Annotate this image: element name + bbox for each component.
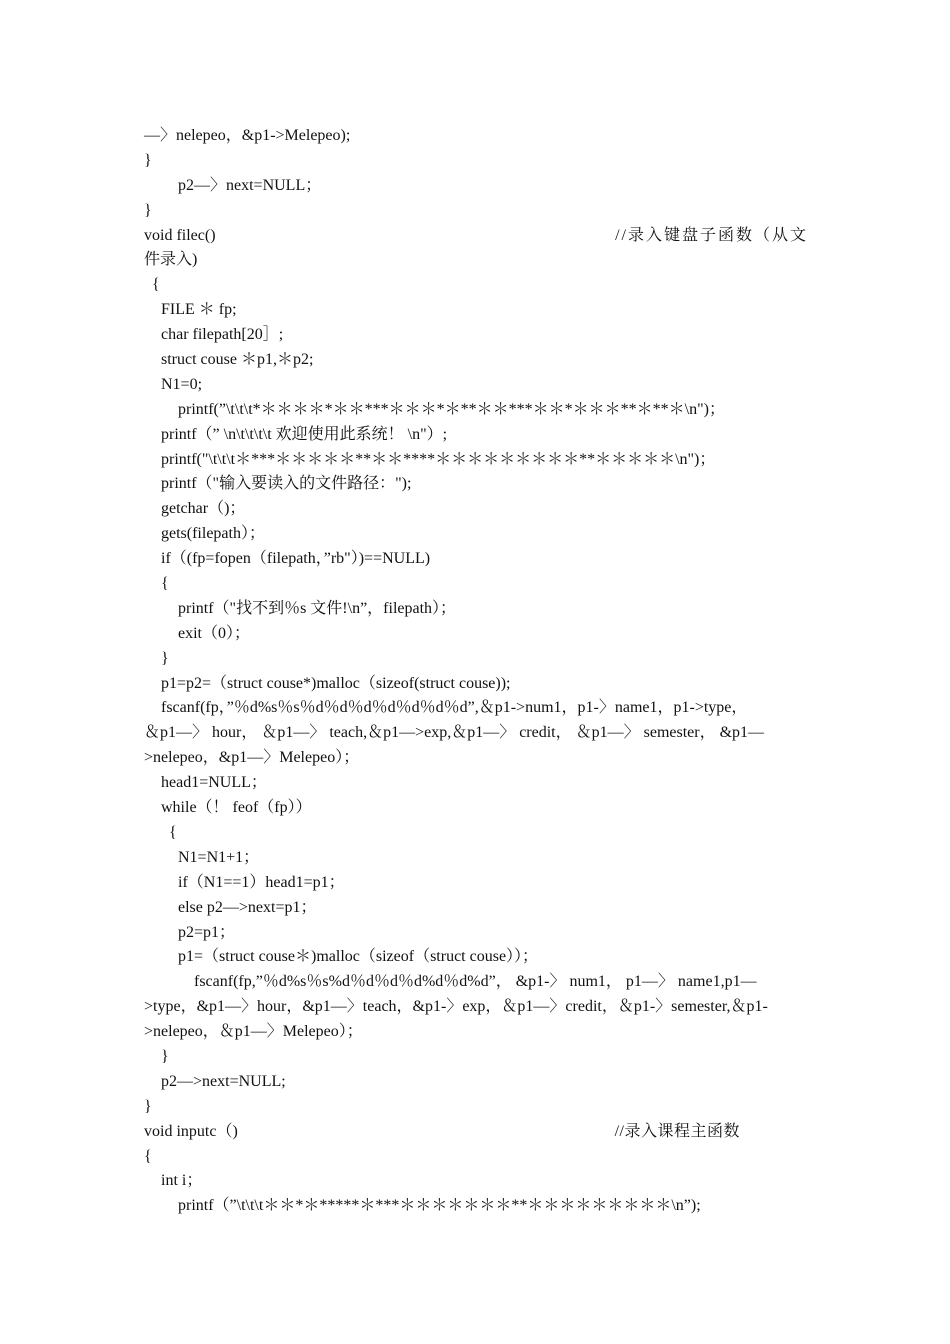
code-line: exit（0）； — [178, 624, 250, 642]
code-line: printf("\t\t\t＊***＊＊＊＊＊**＊＊****＊＊＊＊＊＊＊＊＊**＊＊＊＊＊\n")； — [161, 450, 716, 468]
code-line: getchar（)； — [161, 500, 246, 518]
code-line: p2—〉next=NULL； — [178, 176, 322, 194]
code-line: N1=0; — [161, 375, 203, 393]
code-line: if（(fp=fopen（filepath，”rb"）)==NULL) — [161, 550, 431, 568]
code-line: { — [152, 276, 160, 294]
code-line: p2=p1； — [178, 923, 236, 941]
code-line: ＆p1—〉 hour， ＆p1—〉 teach,＆p1—>exp,＆p1—〉 credit， ＆p1—〉 semester， &p1— — [144, 724, 765, 742]
code-line: p1=p2=（struct couse*)malloc（sizeof(struct couse)); — [161, 674, 511, 692]
code-line-with-comment — [144, 1120, 808, 1145]
code-line: fscanf(fp，”％d%s％s％d％d％d％d％d％d％d”,＆p1->num1，p1-〉name1，p1->type， — [161, 699, 748, 717]
code-line: —〉nelepeo，&p1->Melepeo); — [144, 127, 351, 144]
code-line: int i； — [161, 1172, 203, 1190]
code-line: p1=（struct couse＊)malloc（sizeof（struct couse））； — [178, 948, 539, 966]
code-line: } — [144, 1097, 152, 1115]
code-line: while（！ feof（fp）） — [161, 799, 312, 817]
code-line: else p2—>next=p1； — [178, 898, 317, 916]
code-line: gets(filepath）； — [161, 525, 265, 543]
code-line: printf(”\t\t\t*＊＊＊＊*＊＊***＊＊＊*＊**＊＊***＊＊*＊＊＊**＊**＊\n")； — [178, 400, 725, 418]
code-line: } — [144, 151, 152, 169]
code-line: 件录入) — [144, 251, 198, 269]
code-listing — [144, 124, 808, 1219]
code-line: if（N1==1）head1=p1； — [178, 873, 345, 891]
code-line: >nelepeo，&p1—〉Melepeo）； — [144, 749, 360, 767]
code-line: } — [144, 201, 152, 219]
code-line: { — [169, 823, 177, 841]
code-line: fscanf(fp,”％d%s％s%d％d％d％d%d％d%d”， &p1-〉 num1， p1—〉 name1,p1— — [194, 973, 757, 991]
code-line: head1=NULL； — [161, 774, 267, 792]
code-line: printf（"找不到％s 文件!\n”，filepath）； — [178, 599, 457, 617]
code-line: printf（” \n\t\t\t\t 欢迎使用此系统！ \n"）; — [161, 425, 448, 443]
code-line: printf（"输入要读入的文件路径："); — [161, 475, 412, 493]
code-line: printf（”\t\t\t＊＊*＊*****＊***＊＊＊＊＊＊＊**＊＊＊＊＊＊＊＊＊\n”); — [178, 1197, 701, 1215]
code-line: } — [161, 1047, 169, 1065]
code-line: { — [161, 575, 169, 593]
code-line-with-comment — [144, 224, 808, 249]
code-comment: //录入课程主函数 — [614, 1122, 740, 1140]
code-line: FILE ＊ fp; — [161, 301, 237, 319]
code-line: struct couse ＊p1,＊p2; — [161, 351, 314, 369]
code-comment: //录入键盘子函数（从文 — [615, 226, 808, 244]
code-line: } — [161, 649, 169, 667]
function-signature: void filec() — [144, 226, 216, 244]
code-line: >nelepeo，＆p1—〉Melepeo）； — [144, 1023, 363, 1041]
code-line: { — [144, 1147, 152, 1165]
code-line: char filepath[20］; — [161, 326, 284, 344]
function-signature: void inputc（) — [144, 1122, 238, 1140]
code-line: >type，&p1—〉hour，&p1—〉teach，&p1-〉exp，＆p1—〉credit，＆p1-〉semester,＆p1- — [144, 998, 768, 1016]
code-line: p2—>next=NULL; — [161, 1072, 286, 1090]
code-line: N1=N1+1； — [178, 848, 260, 866]
